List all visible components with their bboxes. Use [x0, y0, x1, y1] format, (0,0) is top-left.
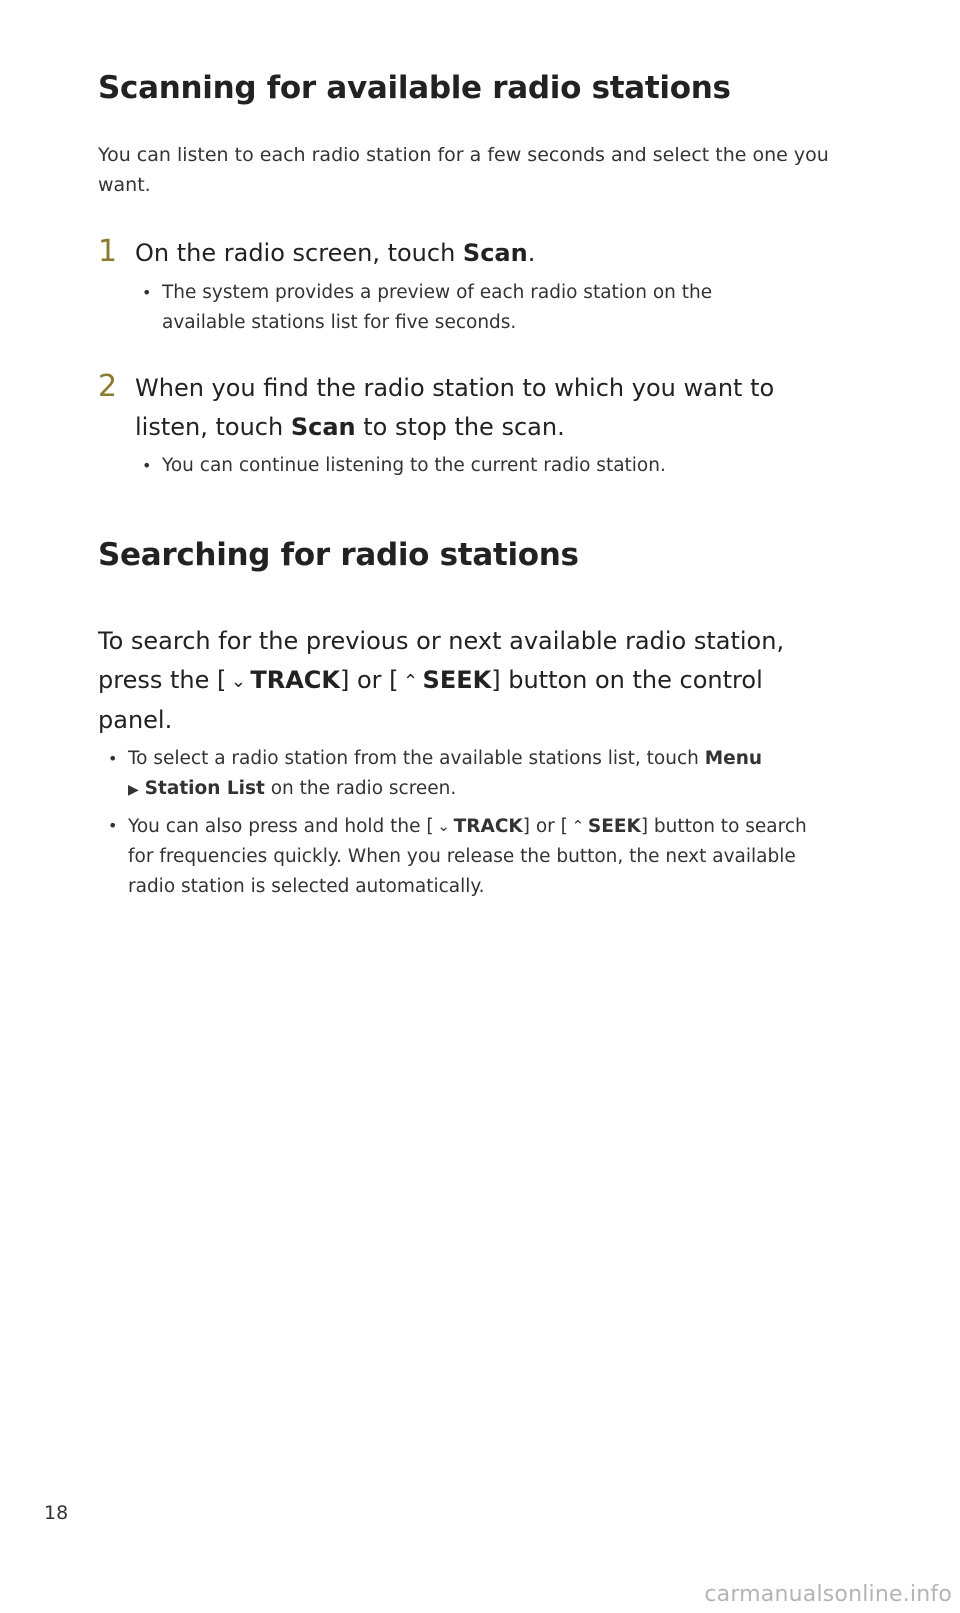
text-part: on the radio screen. [264, 778, 457, 799]
search-bullets [106, 744, 836, 902]
scan-label: Scan [290, 413, 356, 441]
step-text-part: . [527, 239, 536, 267]
step-2-bullets [140, 451, 820, 481]
track-label: TRACK [453, 816, 523, 837]
chevron-up-icon: ⌃ [571, 817, 585, 835]
station-list-label: Station List [144, 778, 265, 799]
seek-label: SEEK [422, 666, 492, 694]
menu-label: Menu [704, 748, 763, 769]
section-title-searching: Searching for radio stations [98, 537, 579, 573]
step-text-part: to stop the scan. [355, 413, 565, 441]
search-paragraph [98, 622, 828, 740]
text-part: To search for the previous or next available radio station, press the [ [98, 627, 785, 694]
step-text-part: When you find the radio station to which you want to listen, touch [135, 374, 775, 441]
chevron-down-icon: ⌄ [437, 817, 450, 835]
track-label: TRACK [250, 666, 340, 694]
page-number: 18 [44, 1502, 69, 1524]
text-part: ] or [ [340, 666, 399, 694]
bullet-item: • You can continue listening to the current radio station. [140, 451, 820, 481]
step-number: 2 [98, 369, 118, 404]
arrow-right-icon: ▶ [128, 782, 139, 798]
step-text [135, 234, 835, 273]
text-part: ] or [ [522, 816, 568, 837]
chevron-up-icon: ⌃ [403, 671, 419, 692]
text-part: ] button on the control panel. [98, 666, 763, 734]
step-number: 1 [98, 234, 118, 269]
scan-label: Scan [462, 239, 528, 267]
section-title-scanning: Scanning for available radio stations [98, 70, 731, 106]
watermark: carmanualsonline.info [704, 1582, 952, 1607]
bullet-item: • The system provides a preview of each radio station on the available stations list for five seconds. [140, 278, 780, 338]
bullet-item [106, 811, 836, 902]
text-part: ] button to search for frequencies quickly. When you release the button, the next available radio station is selected automatically. [128, 816, 807, 897]
text-part: To select a radio station from the available stations list, touch [128, 748, 705, 769]
step-text [135, 369, 805, 447]
intro-paragraph: You can listen to each radio station for a few seconds and select the one you want. [98, 144, 829, 196]
chevron-down-icon: ⌄ [230, 671, 246, 692]
step-text-part: On the radio screen, touch [135, 239, 463, 267]
seek-label: SEEK [587, 816, 641, 837]
step-1-bullets [140, 278, 780, 338]
text-part: You can also press and hold the [ [128, 816, 434, 837]
bullet-item [106, 744, 836, 805]
